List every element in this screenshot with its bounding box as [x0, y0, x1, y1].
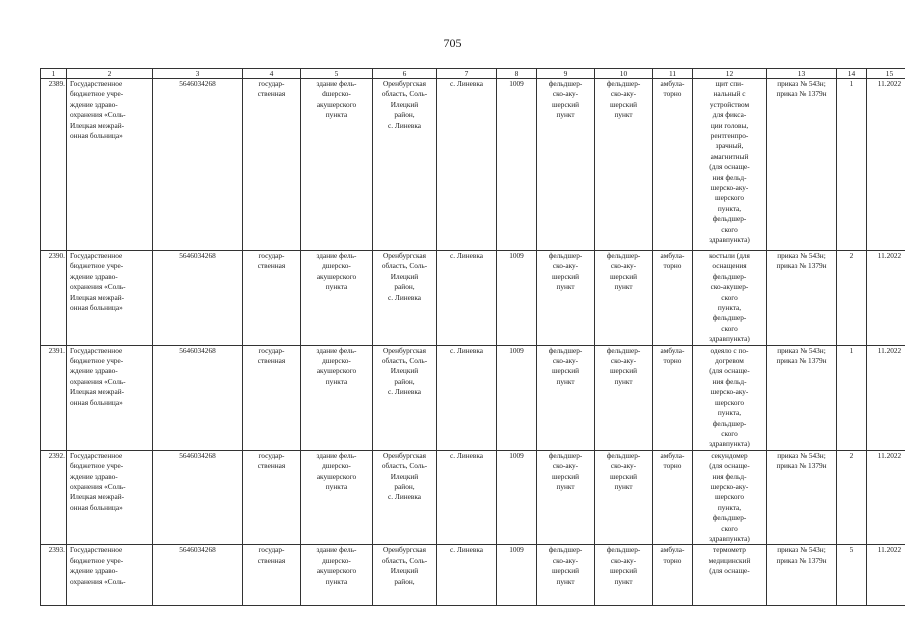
- care-type-cell: амбула- торно: [653, 345, 693, 450]
- inn-cell: 5646034268: [153, 345, 243, 450]
- care-type-cell: амбула- торно: [653, 251, 693, 346]
- date-cell: 11.2022: [867, 79, 905, 251]
- inn-cell: 5646034268: [153, 79, 243, 251]
- address-cell: Оренбургская область, Соль- Илецкий район,: [373, 545, 437, 606]
- date-cell: 11.2022: [867, 251, 905, 346]
- address-cell: Оренбургская область, Соль- Илецкий район, с. Линевка: [373, 79, 437, 251]
- quantity-cell: 2: [837, 450, 867, 545]
- column-number: 3: [153, 69, 243, 79]
- quantity-cell: 5: [837, 545, 867, 606]
- column-number: 9: [537, 69, 595, 79]
- equipment-cell: костыли (для оснащения фельдшер- ско-акушер- ского пункта, фельдшер- ского здравпункта): [693, 251, 767, 346]
- column-number: 2: [67, 69, 153, 79]
- code-cell: 1009: [497, 251, 537, 346]
- ownership-cell: государ- ственная: [243, 450, 301, 545]
- unit-cell: фельдшер- ско-аку- шерский пункт: [537, 545, 595, 606]
- inn-cell: 5646034268: [153, 545, 243, 606]
- order-cell: приказ № 543н; приказ № 1379н: [767, 545, 837, 606]
- column-number: 15: [867, 69, 905, 79]
- code-cell: 1009: [497, 450, 537, 545]
- settlement-cell: с. Линевка: [437, 251, 497, 346]
- column-number: 8: [497, 69, 537, 79]
- subunit-cell: фельдшер- ско-аку- шерский пункт: [595, 450, 653, 545]
- subunit-cell: фельдшер- ско-аку- шерский пункт: [595, 545, 653, 606]
- quantity-cell: 1: [837, 345, 867, 450]
- inn-cell: 5646034268: [153, 450, 243, 545]
- code-cell: 1009: [497, 545, 537, 606]
- equipment-cell: одеяло с по- догревом (для оснаще- ния фельд- шерско-аку- шерского пункта, фельдшер- ского здравпункта): [693, 345, 767, 450]
- column-number: 4: [243, 69, 301, 79]
- settlement-cell: с. Линевка: [437, 345, 497, 450]
- column-number: 1: [41, 69, 67, 79]
- order-cell: приказ № 543н; приказ № 1379н: [767, 450, 837, 545]
- ownership-cell: государ- ственная: [243, 251, 301, 346]
- row-number: 2393.: [41, 545, 67, 606]
- inn-cell: 5646034268: [153, 251, 243, 346]
- building-cell: здание фель- dшерско- акушерского пункта: [301, 79, 373, 251]
- order-cell: приказ № 543н; приказ № 1379н: [767, 251, 837, 346]
- date-cell: 11.2022: [867, 545, 905, 606]
- address-cell: Оренбургская область, Соль- Илецкий район, с. Линевка: [373, 345, 437, 450]
- equipment-cell: секундомер (для оснаще- ния фельд- шерско-аку- шерского пункта, фельдшер- ского здравпункта): [693, 450, 767, 545]
- row-number: 2391.: [41, 345, 67, 450]
- column-number: 12: [693, 69, 767, 79]
- column-number: 6: [373, 69, 437, 79]
- table-row: [41, 450, 905, 545]
- table-row: [41, 79, 905, 251]
- table-row: [41, 251, 905, 346]
- table-row: [41, 345, 905, 450]
- ownership-cell: государ- ственная: [243, 545, 301, 606]
- organization-cell: Государственное бюджетное учре- ждение здраво- охранения «Соль- Илецкая межрай- онная больница»: [67, 251, 153, 346]
- organization-cell: Государственное бюджетное учре- ждение здраво- охранения «Соль- Илецкая межрай- онная больница»: [67, 79, 153, 251]
- organization-cell: Государственное бюджетное учре- ждение здраво- охранения «Соль- Илецкая межрай- онная больница»: [67, 345, 153, 450]
- address-cell: Оренбургская область, Соль- Илецкий район, с. Линевка: [373, 251, 437, 346]
- row-number: 2390.: [41, 251, 67, 346]
- date-cell: 11.2022: [867, 345, 905, 450]
- quantity-cell: 2: [837, 251, 867, 346]
- organization-cell: Государственное бюджетное учре- ждение здраво- охранения «Соль-: [67, 545, 153, 606]
- code-cell: 1009: [497, 79, 537, 251]
- unit-cell: фельдшер- ско-аку- шерский пункт: [537, 251, 595, 346]
- unit-cell: фельдшер- ско-аку- шерский пункт: [537, 79, 595, 251]
- building-cell: здание фель- дшерско- акушерского пункта: [301, 345, 373, 450]
- column-numbers-row: [41, 69, 905, 79]
- column-number: 14: [837, 69, 867, 79]
- address-cell: Оренбургская область, Соль- Илецкий район, с. Линевка: [373, 450, 437, 545]
- column-number: 10: [595, 69, 653, 79]
- date-cell: 11.2022: [867, 450, 905, 545]
- order-cell: приказ № 543н; приказ № 1379н: [767, 345, 837, 450]
- subunit-cell: фельдшер- ско-аку- шерский пункт: [595, 345, 653, 450]
- column-number: 7: [437, 69, 497, 79]
- care-type-cell: амбула- торно: [653, 450, 693, 545]
- page-number: 705: [443, 36, 462, 50]
- quantity-cell: 1: [837, 79, 867, 251]
- subunit-cell: фельдшер- ско-аку- шерский пункт: [595, 251, 653, 346]
- table-row: [41, 545, 905, 606]
- building-cell: здание фель- дшерско- акушерского пункта: [301, 545, 373, 606]
- care-type-cell: амбула- торно: [653, 79, 693, 251]
- column-number: 11: [653, 69, 693, 79]
- ownership-cell: государ- ственная: [243, 345, 301, 450]
- care-type-cell: амбула- торно: [653, 545, 693, 606]
- row-number: 2392.: [41, 450, 67, 545]
- row-number: 2389.: [41, 79, 67, 251]
- building-cell: здание фель- дшерско- акушерского пункта: [301, 251, 373, 346]
- code-cell: 1009: [497, 345, 537, 450]
- settlement-cell: с. Линевка: [437, 545, 497, 606]
- unit-cell: фельдшер- ско-аку- шерский пункт: [537, 450, 595, 545]
- equipment-cell: щит спи- нальный с устройством для фикса- ции головы, рентгенпро- зрачный, амагнитный (для оснаще- ния фельд- шерско-аку- шерского пункта, фельдшер- ского здравпункта): [693, 79, 767, 251]
- settlement-cell: с. Линевка: [437, 79, 497, 251]
- equipment-cell: термометр медицинский (для оснаще-: [693, 545, 767, 606]
- organization-cell: Государственное бюджетное учре- ждение здраво- охранения «Соль- Илецкая межрай- онная больница»: [67, 450, 153, 545]
- subunit-cell: фельдшер- ско-аку- шерский пункт: [595, 79, 653, 251]
- register-table: [40, 68, 905, 606]
- unit-cell: фельдшер- ско-аку- шерский пункт: [537, 345, 595, 450]
- column-number: 5: [301, 69, 373, 79]
- column-number: 13: [767, 69, 837, 79]
- building-cell: здание фель- дшерско- акушерского пункта: [301, 450, 373, 545]
- ownership-cell: государ- ственная: [243, 79, 301, 251]
- order-cell: приказ № 543н; приказ № 1379н: [767, 79, 837, 251]
- settlement-cell: с. Линевка: [437, 450, 497, 545]
